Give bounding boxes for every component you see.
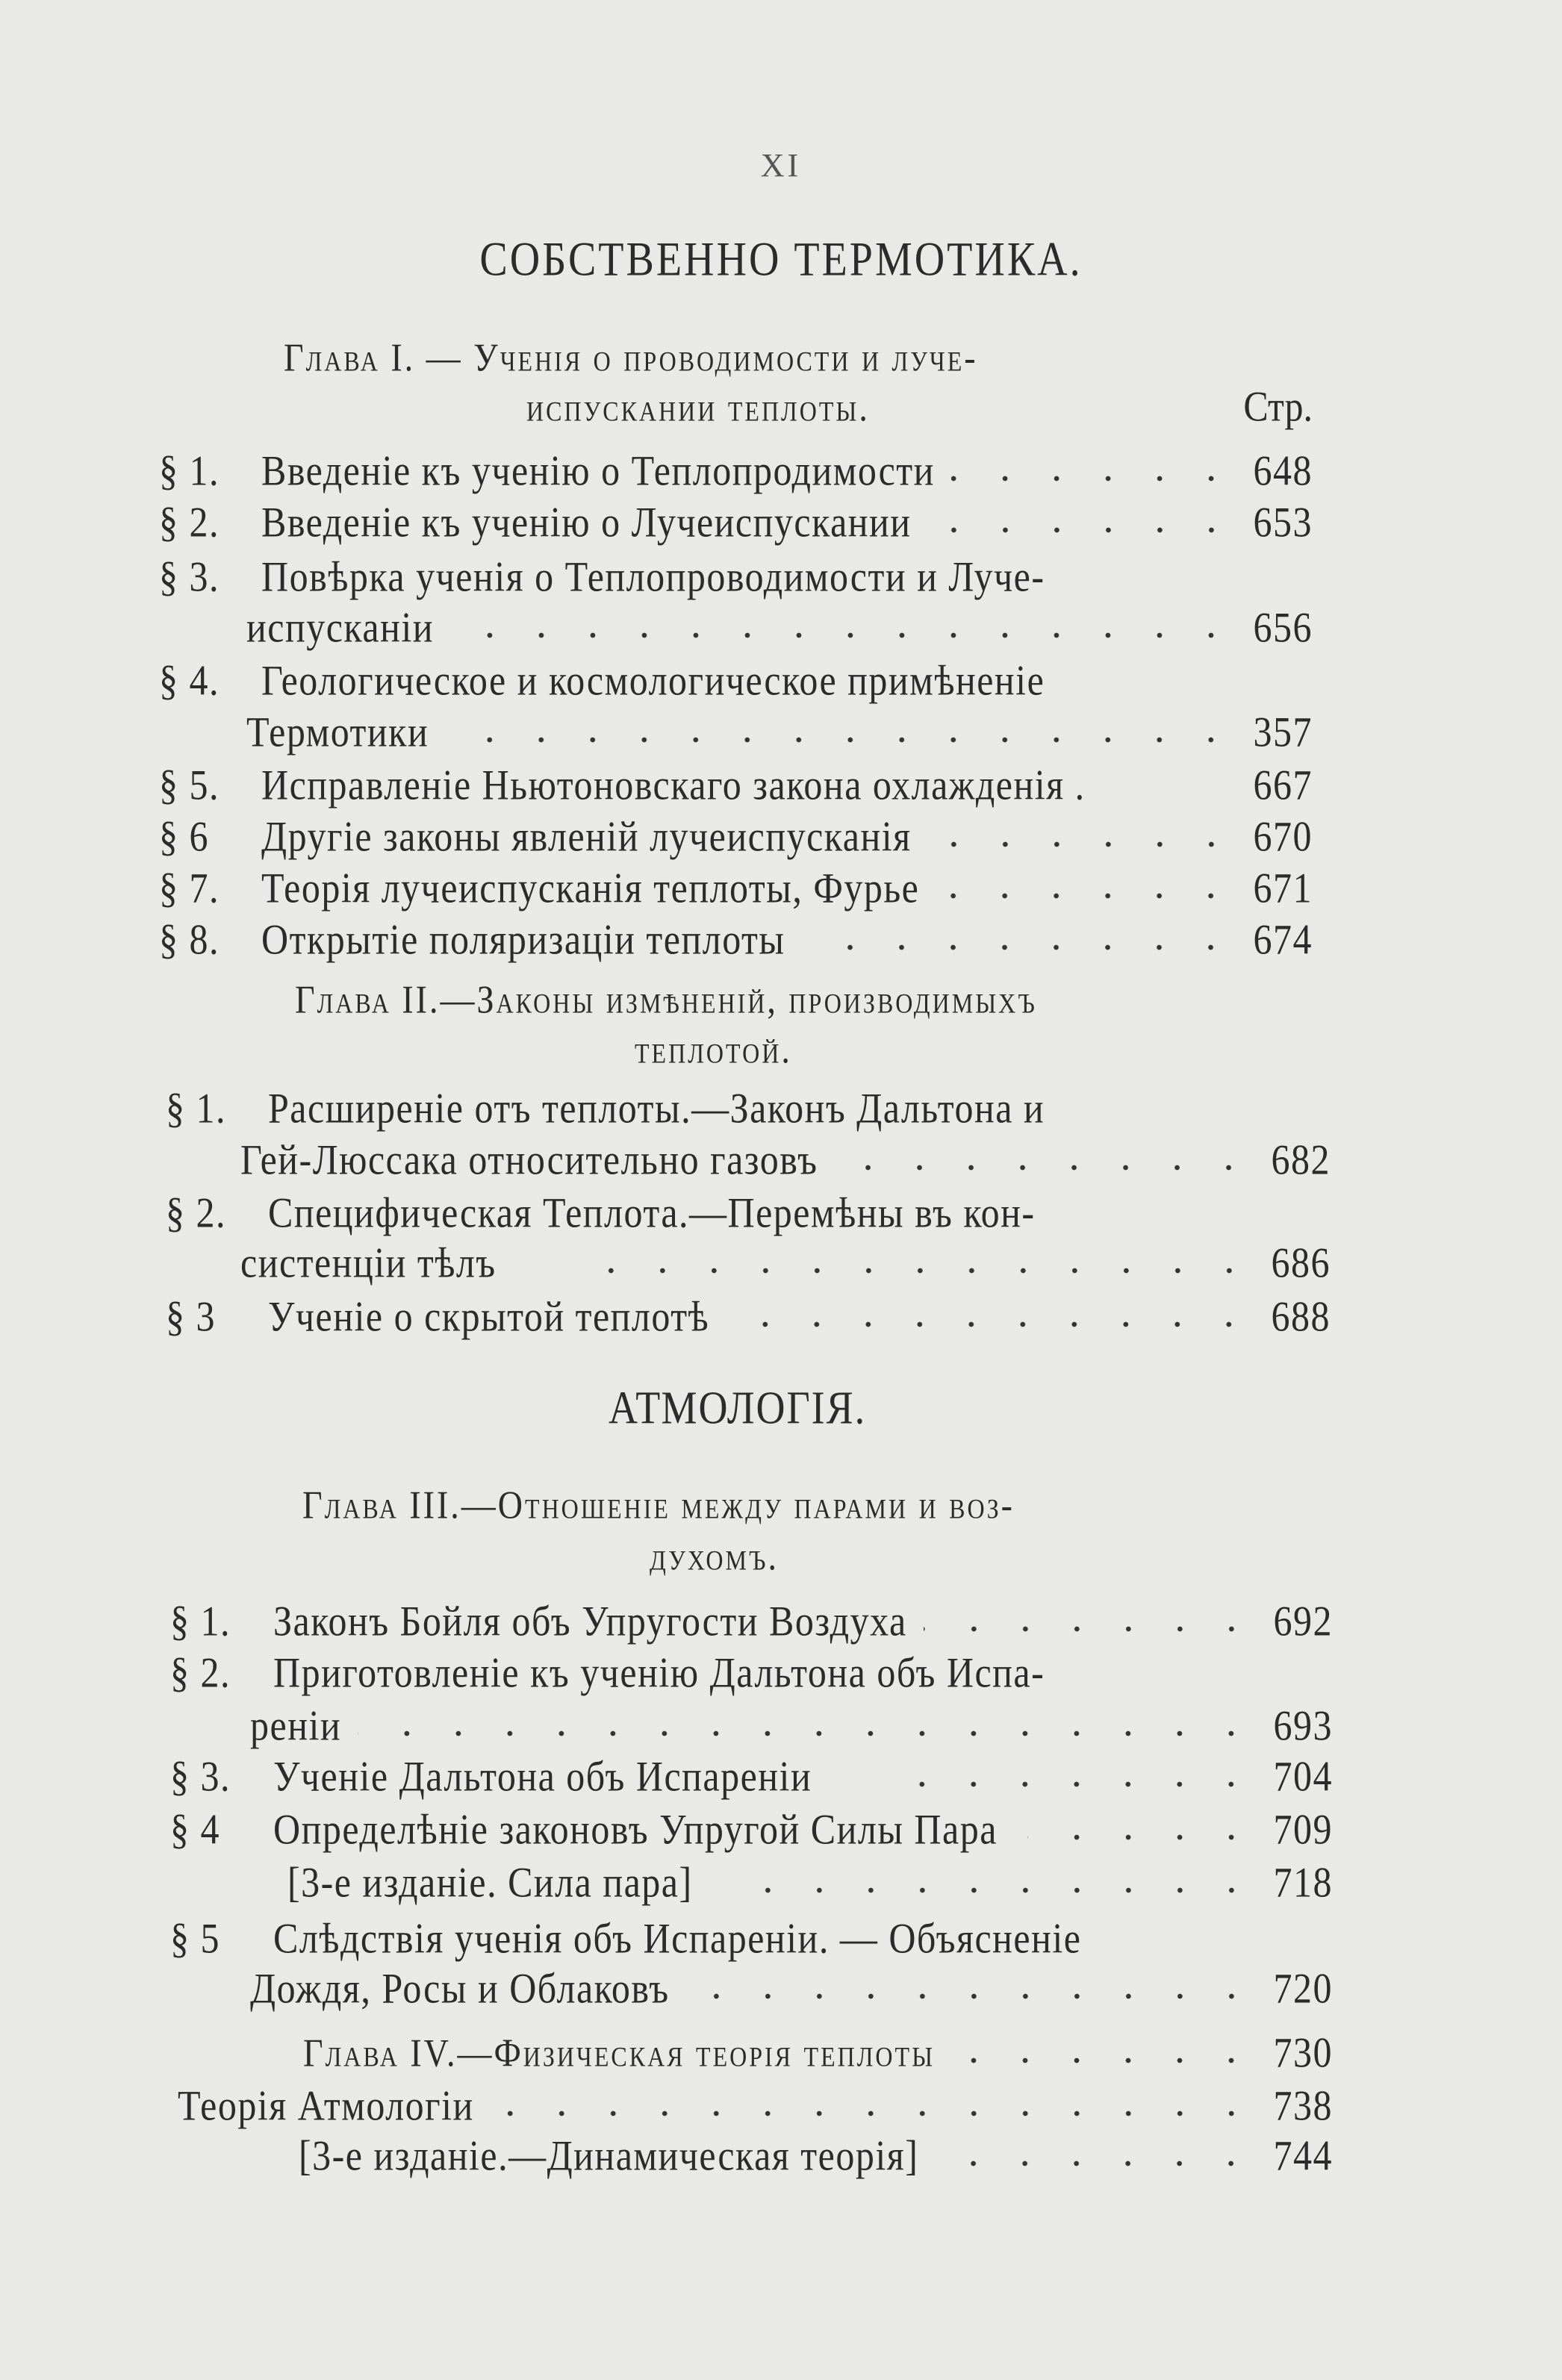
page-ref: 744 (1273, 2131, 1333, 2180)
chapter-3-heading-line1: Глава III.—Отношеніе между парами и воз- (302, 1483, 1015, 1527)
dot-leader (936, 891, 1236, 901)
toc-entry (159, 915, 1313, 963)
dot-leader (686, 1991, 1257, 2001)
toc-entry (178, 2081, 1333, 2129)
dot-leader (358, 1728, 1257, 1739)
entry-title: [3-е изданіе.—Динамическая теорія] (299, 2131, 919, 2180)
page-ref: 709 (1273, 1804, 1333, 1854)
entry-title: Геологическое и космологическое примѣненіе (261, 655, 1045, 705)
page-ref: 718 (1273, 1857, 1333, 1907)
section-number: § 6 (159, 811, 209, 861)
section-number: § 7. (159, 863, 220, 912)
chapter-1-heading-line2: испускании теплоты. (526, 385, 870, 429)
toc-entry (170, 1648, 1333, 1696)
page-number: XI (760, 147, 802, 184)
page-ref: 693 (1273, 1701, 1333, 1750)
entry-title: Ученіе Дальтона объ Испареніи (273, 1751, 812, 1801)
entry-title: Гей-Люссака относительно газовъ (240, 1135, 818, 1184)
section-number: § 5 (170, 1913, 220, 1963)
entry-title: Ученіе о скрытой теплотѣ (268, 1292, 710, 1341)
section-number: § 2. (166, 1188, 226, 1237)
toc-entry-continuation (250, 1964, 1333, 2012)
spacer (1102, 788, 1237, 798)
chapter-4-entry (303, 2028, 1333, 2076)
toc-entry (166, 1292, 1331, 1340)
chapter-2-heading-line2: теплотой. (635, 1027, 792, 1071)
section-title-thermotics: СОБСТВЕННО ТЕРМОТИКА. (479, 233, 1083, 287)
toc-entry-sub (287, 1858, 1333, 1906)
section-number: § 2. (170, 1648, 231, 1697)
dot-leader (445, 735, 1236, 745)
page-ref: 688 (1271, 1292, 1331, 1341)
entry-title: Дождя, Росы и Облаковъ (250, 1963, 670, 2013)
toc-entry-continuation (246, 603, 1313, 651)
page-ref: 674 (1253, 915, 1313, 964)
toc-entry (159, 498, 1313, 546)
entry-title: Термотики (246, 707, 429, 756)
dot-leader (901, 1779, 1257, 1789)
page-ref: 720 (1273, 1963, 1333, 2013)
page-ref: 648 (1253, 446, 1313, 495)
page-ref: 357 (1253, 707, 1313, 756)
page-ref: 671 (1253, 863, 1313, 912)
dot-leader (450, 630, 1236, 641)
dot-leader (491, 2108, 1257, 2119)
dot-leader (951, 473, 1237, 484)
page-ref: 670 (1253, 811, 1313, 861)
toc-entry-continuation (240, 1136, 1331, 1183)
toc-entry-continuation (250, 1701, 1333, 1749)
page-ref: 730 (1273, 2028, 1333, 2077)
entry-title: Слѣдствія ученія объ Испареніи. — Объясненіе (273, 1913, 1082, 1963)
dot-leader (1027, 1832, 1257, 1842)
toc-entry (159, 812, 1313, 860)
page-ref: 686 (1271, 1238, 1331, 1287)
toc-entry (170, 1805, 1333, 1853)
entry-title: Введеніе къ ученію о Теплопродимости (261, 446, 935, 495)
entry-title: Введеніе къ ученію о Лучеиспускании (261, 497, 912, 546)
entry-title: Определѣніе законовъ Упругой Силы Пара (273, 1804, 998, 1854)
section-number: § 4 (170, 1804, 220, 1854)
toc-entry (159, 656, 1313, 704)
entry-title: Теорія Атмологіи (178, 2081, 474, 2130)
chapter-3-heading-line2: духомъ. (650, 1534, 780, 1578)
page-ref: 682 (1271, 1135, 1331, 1184)
section-number: § 2. (159, 497, 220, 546)
dot-leader (801, 942, 1236, 953)
toc-entry (166, 1189, 1313, 1236)
dot-leader (951, 2055, 1257, 2066)
section-number: § 1. (166, 1083, 226, 1133)
entry-title: Расширеніе отъ теплоты.—Законъ Дальтона и (268, 1083, 1045, 1133)
dot-leader (726, 1319, 1254, 1330)
toc-entry (159, 446, 1313, 494)
dot-leader (601, 1265, 1255, 1276)
section-number: § 8. (159, 915, 220, 964)
section-number: § 4. (159, 655, 220, 705)
entry-title: Исправленіе Ньютоновскаго закона охлажденія . (261, 760, 1086, 809)
chapter-2-heading-line1: Глава II.—Законы измѣненій, производимыхъ (295, 977, 1037, 1021)
toc-entry (159, 761, 1313, 809)
chapter-1-heading-line1: Глава I. — Ученія о проводимости и луче- (284, 335, 978, 379)
dot-leader (924, 1624, 1257, 1634)
page-column-label: Стр. (1243, 381, 1313, 431)
toc-entry-continuation (240, 1239, 1331, 1286)
chapter-4-heading: Глава IV.—Физическая теорія теплоты (303, 2030, 935, 2075)
dot-leader (928, 525, 1237, 535)
entry-title: систенціи тѣлъ (240, 1238, 497, 1287)
toc-entry (159, 864, 1313, 912)
page-ref: 667 (1253, 760, 1313, 809)
toc-entry (170, 1914, 1333, 1962)
section-number: § 1. (170, 1596, 231, 1645)
entry-title: Другіе законы явленій лучеиспусканія (261, 811, 912, 861)
entry-title: испусканіи (246, 602, 435, 652)
section-number: § 1. (159, 446, 220, 495)
entry-title: Открытіе поляризаціи теплоты (261, 915, 785, 964)
entry-title: [3-е изданіе. Сила пара] (287, 1857, 693, 1907)
page-ref: 653 (1253, 497, 1313, 546)
section-number: § 3. (159, 552, 220, 601)
section-number: § 3. (170, 1751, 231, 1801)
page-ref: 738 (1273, 2081, 1333, 2130)
toc-entry (159, 552, 1313, 600)
dot-leader (834, 1162, 1254, 1173)
entry-title: Повѣрка ученія о Теплопроводимости и Луче- (261, 552, 1045, 601)
toc-entry-continuation (246, 708, 1313, 756)
toc-entry (170, 1752, 1333, 1800)
page-ref: 704 (1273, 1751, 1333, 1801)
dot-leader (935, 2158, 1257, 2169)
entry-title: Теорія лучеиспусканія теплоты, Фурье (261, 863, 920, 912)
toc-entry (170, 1597, 1333, 1645)
page-ref: 656 (1253, 602, 1313, 652)
toc-entry-sub (299, 2131, 1333, 2179)
section-title-atmology: АТМОЛОГІЯ. (609, 1382, 867, 1434)
section-number: § 5. (159, 760, 220, 809)
section-number: § 3 (166, 1292, 216, 1341)
page-ref: 692 (1273, 1596, 1333, 1645)
entry-title: Приготовленіе къ ученію Дальтона объ Испа- (273, 1648, 1045, 1697)
entry-title: реніи (250, 1701, 342, 1750)
entry-title: Законъ Бойля объ Упругости Воздуха (273, 1596, 907, 1645)
dot-leader (738, 1885, 1257, 1895)
toc-entry (166, 1084, 1313, 1132)
dot-leader (928, 839, 1237, 850)
entry-title: Специфическая Теплота.—Перемѣны въ кон- (268, 1188, 1036, 1237)
